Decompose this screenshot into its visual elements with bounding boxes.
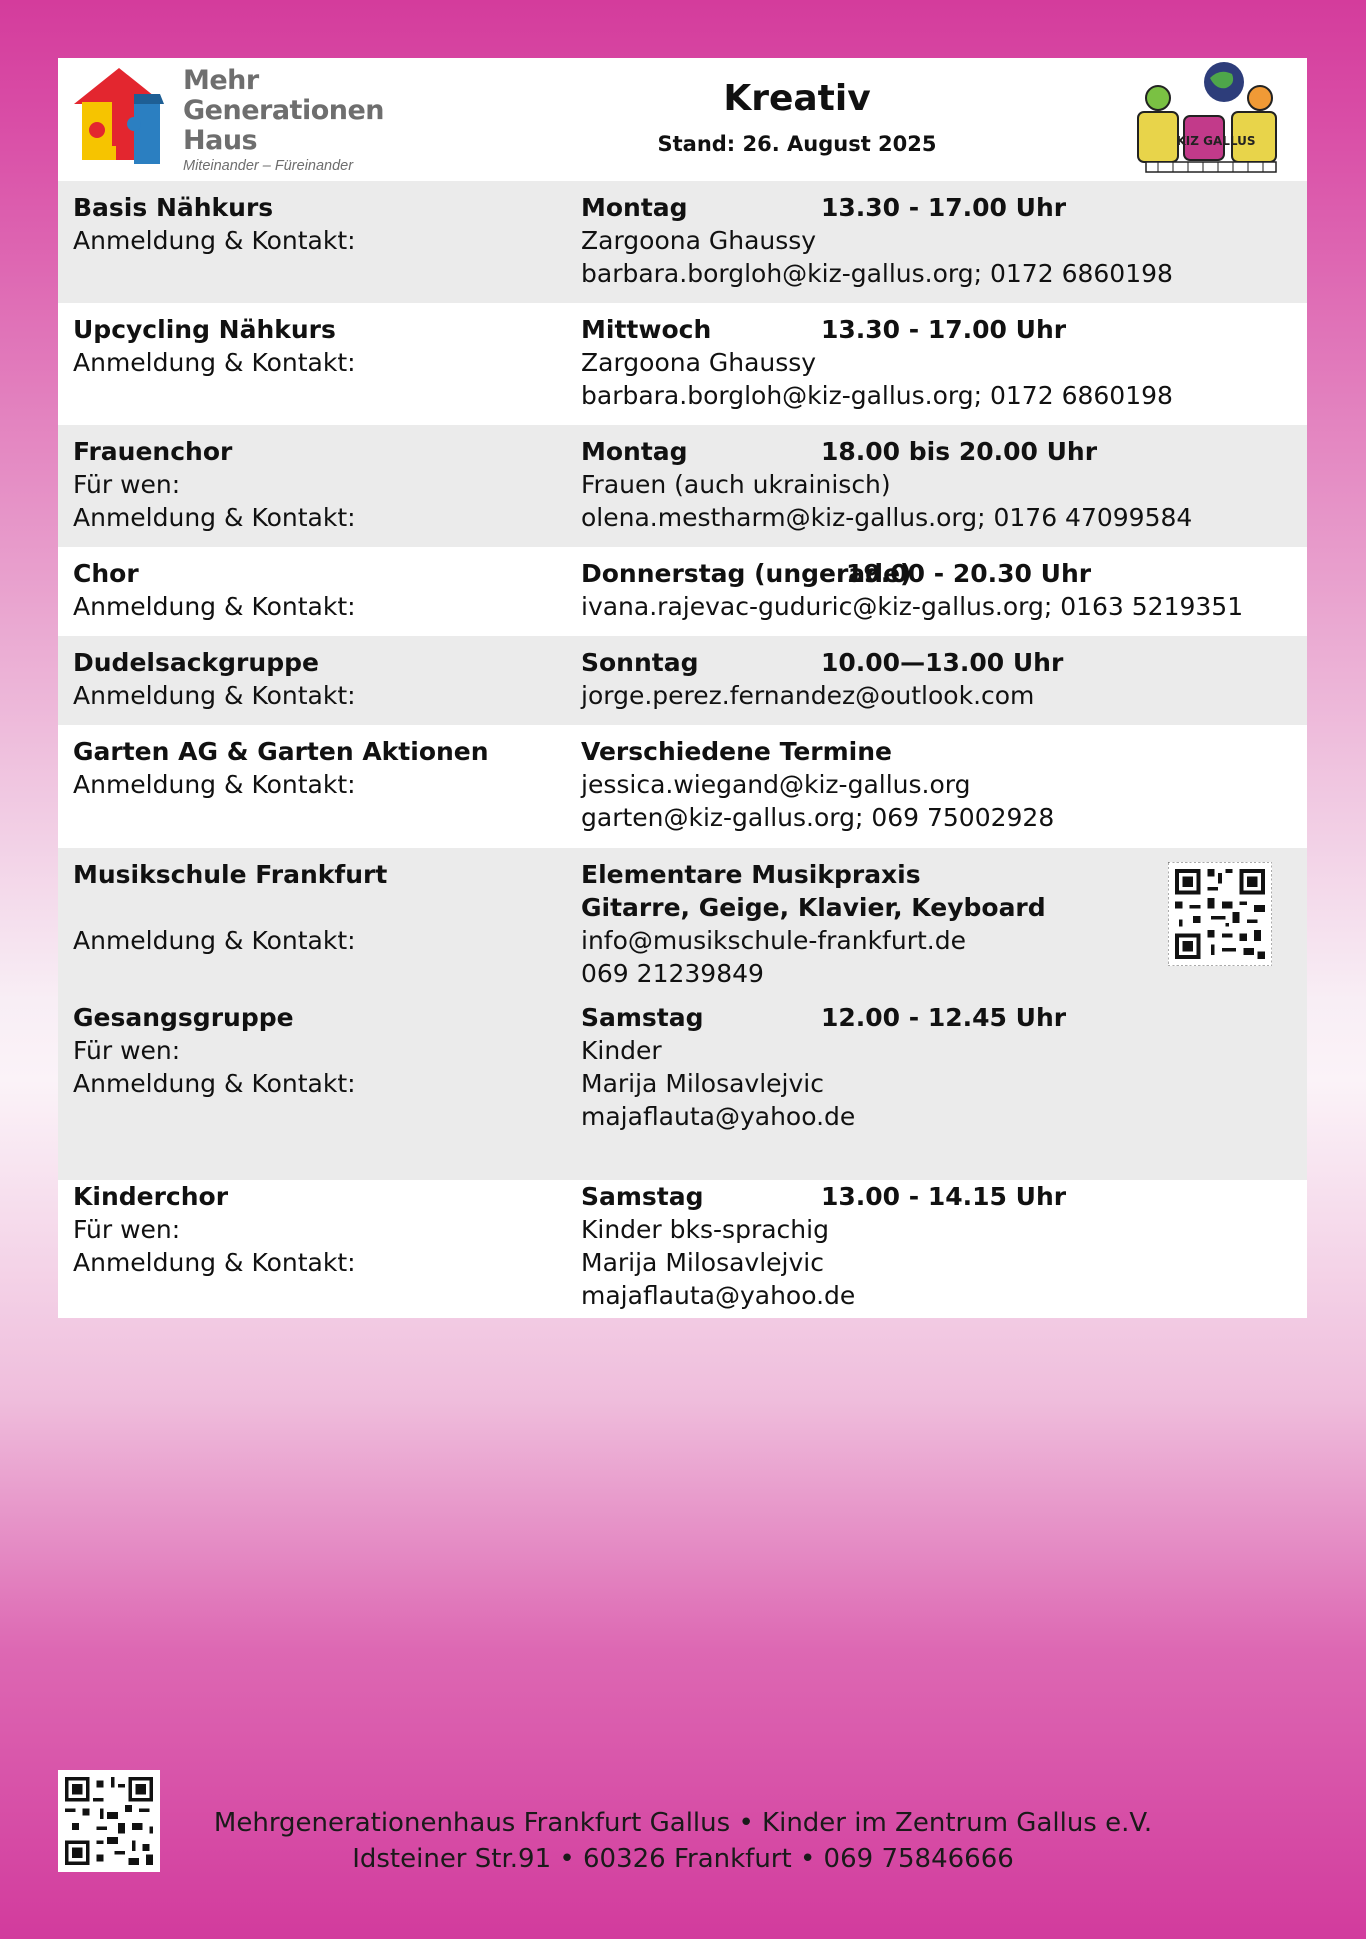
offer-contact: garten@kiz-gallus.org; 069 75002928 — [581, 803, 1055, 832]
program-sheet — [58, 58, 1307, 1318]
offer-day: Montag — [581, 437, 688, 466]
offer-contact: ivana.rajevac-guduric@kiz-gallus.org; 0163 5219351 — [581, 592, 1244, 621]
offer-day: Sonntag — [581, 648, 699, 677]
offer-contact: barbara.borgloh@kiz-gallus.org; 0172 6860198 — [581, 259, 1173, 288]
page-title: Kreativ — [723, 78, 871, 119]
kiz-gallus-logo-icon — [1128, 60, 1303, 178]
header — [58, 58, 1307, 183]
offer-name: Dudelsackgruppe — [73, 648, 319, 677]
offer-contact: majaflauta@yahoo.de — [581, 1281, 856, 1310]
offer-label: Anmeldung & Kontakt: — [73, 1069, 356, 1098]
offer-label: Anmeldung & Kontakt: — [73, 770, 356, 799]
offer-contact: majaflauta@yahoo.de — [581, 1102, 856, 1131]
svg-text:KIZ GALLUS: KIZ GALLUS — [1176, 134, 1256, 148]
offer-contact-name: Marija Milosavlejvic — [581, 1248, 824, 1277]
offer-time: 13.30 - 17.00 Uhr — [821, 315, 1067, 344]
offer-name: Musikschule Frankfurt — [73, 860, 388, 889]
offer-day: Samstag — [581, 1003, 704, 1032]
logo-wordmark — [183, 66, 384, 174]
footer-line: Mehrgenerationenhaus Frankfurt Gallus • Kinder im Zentrum Gallus e.V. — [213, 1808, 1153, 1838]
offer-contact: jorge.perez.fernandez@outlook.com — [581, 681, 1035, 710]
offer-label: Für wen: — [73, 1036, 181, 1065]
offer-contact-name: Marija Milosavlejvic — [581, 1069, 824, 1098]
offer-label: Für wen: — [73, 1215, 181, 1244]
logo-word: Mehr — [183, 65, 259, 96]
offer-time: 19.00 - 20.30 Uhr — [846, 559, 1092, 588]
offer-row — [58, 425, 1307, 547]
offer-day: Mittwoch — [581, 315, 712, 344]
qr-code-icon — [1168, 862, 1272, 966]
offer-contact: info@musikschule-frankfurt.de — [581, 926, 966, 955]
offer-heading: Gitarre, Geige, Klavier, Keyboard — [581, 893, 1046, 922]
logo-word: Generationen — [183, 95, 385, 126]
offer-time: 13.00 - 14.15 Uhr — [821, 1182, 1067, 1211]
offer-name: Frauenchor — [73, 437, 233, 466]
qr-code-icon — [58, 1770, 160, 1872]
offer-heading: Verschiedene Termine — [581, 737, 892, 766]
offer-label: Anmeldung & Kontakt: — [73, 681, 356, 710]
offer-audience: Kinder — [581, 1036, 662, 1065]
offer-time: 12.00 - 12.45 Uhr — [821, 1003, 1067, 1032]
offer-name: Upcycling Nähkurs — [73, 315, 336, 344]
offer-time: 13.30 - 17.00 Uhr — [821, 193, 1067, 222]
offer-row — [58, 181, 1307, 303]
offer-contact: olena.mestharm@kiz-gallus.org; 0176 47099584 — [581, 503, 1193, 532]
offer-row — [58, 636, 1307, 725]
offer-day: Montag — [581, 193, 688, 222]
stand-date: Stand: 26. August 2025 — [657, 132, 937, 156]
offer-row — [58, 547, 1307, 636]
offer-audience: Kinder bks-sprachig — [581, 1215, 829, 1244]
offer-label: Anmeldung & Kontakt: — [73, 926, 356, 955]
offer-label: Für wen: — [73, 470, 181, 499]
offer-label: Anmeldung & Kontakt: — [73, 226, 356, 255]
offer-day: Samstag — [581, 1182, 704, 1211]
offer-name: Gesangsgruppe — [73, 1003, 294, 1032]
footer — [150, 1805, 1216, 1877]
offer-row — [58, 303, 1307, 425]
offer-row — [58, 725, 1307, 848]
offer-label — [73, 891, 387, 924]
offer-name: Chor — [73, 559, 139, 588]
offer-contact: jessica.wiegand@kiz-gallus.org — [581, 770, 971, 799]
offer-label: Anmeldung & Kontakt: — [73, 1248, 356, 1277]
footer-line: Idsteiner Str.91 • 60326 Frankfurt • 069 75846666 — [352, 1844, 1014, 1874]
logo-tagline: Miteinander – Füreinander — [183, 158, 354, 174]
offer-label: Anmeldung & Kontakt: — [73, 348, 356, 377]
offer-day: Donnerstag (ungerade) — [581, 559, 912, 588]
offer-name: Garten AG & Garten Aktionen — [73, 737, 489, 766]
offer-contact-name: Zargoona Ghaussy — [581, 348, 817, 377]
offer-label: Anmeldung & Kontakt: — [73, 592, 356, 621]
offer-contact-name: Zargoona Ghaussy — [581, 226, 817, 255]
offer-contact: barbara.borgloh@kiz-gallus.org; 0172 6860198 — [581, 381, 1173, 410]
offer-name: Kinderchor — [73, 1182, 229, 1211]
offer-row — [58, 848, 1307, 1001]
offer-time: 18.00 bis 20.00 Uhr — [821, 437, 1098, 466]
offer-name: Basis Nähkurs — [73, 193, 274, 222]
offer-heading: Elementare Musikpraxis — [581, 860, 921, 889]
offer-row — [58, 1170, 1307, 1318]
offer-row — [58, 1001, 1307, 1180]
mehrgenerationenhaus-logo-icon — [64, 64, 174, 174]
logo-word: Haus — [183, 125, 258, 156]
offer-contact: 069 21239849 — [581, 959, 764, 988]
offer-time: 10.00—13.00 Uhr — [821, 648, 1064, 677]
offer-label: Anmeldung & Kontakt: — [73, 503, 356, 532]
offer-audience: Frauen (auch ukrainisch) — [581, 470, 891, 499]
